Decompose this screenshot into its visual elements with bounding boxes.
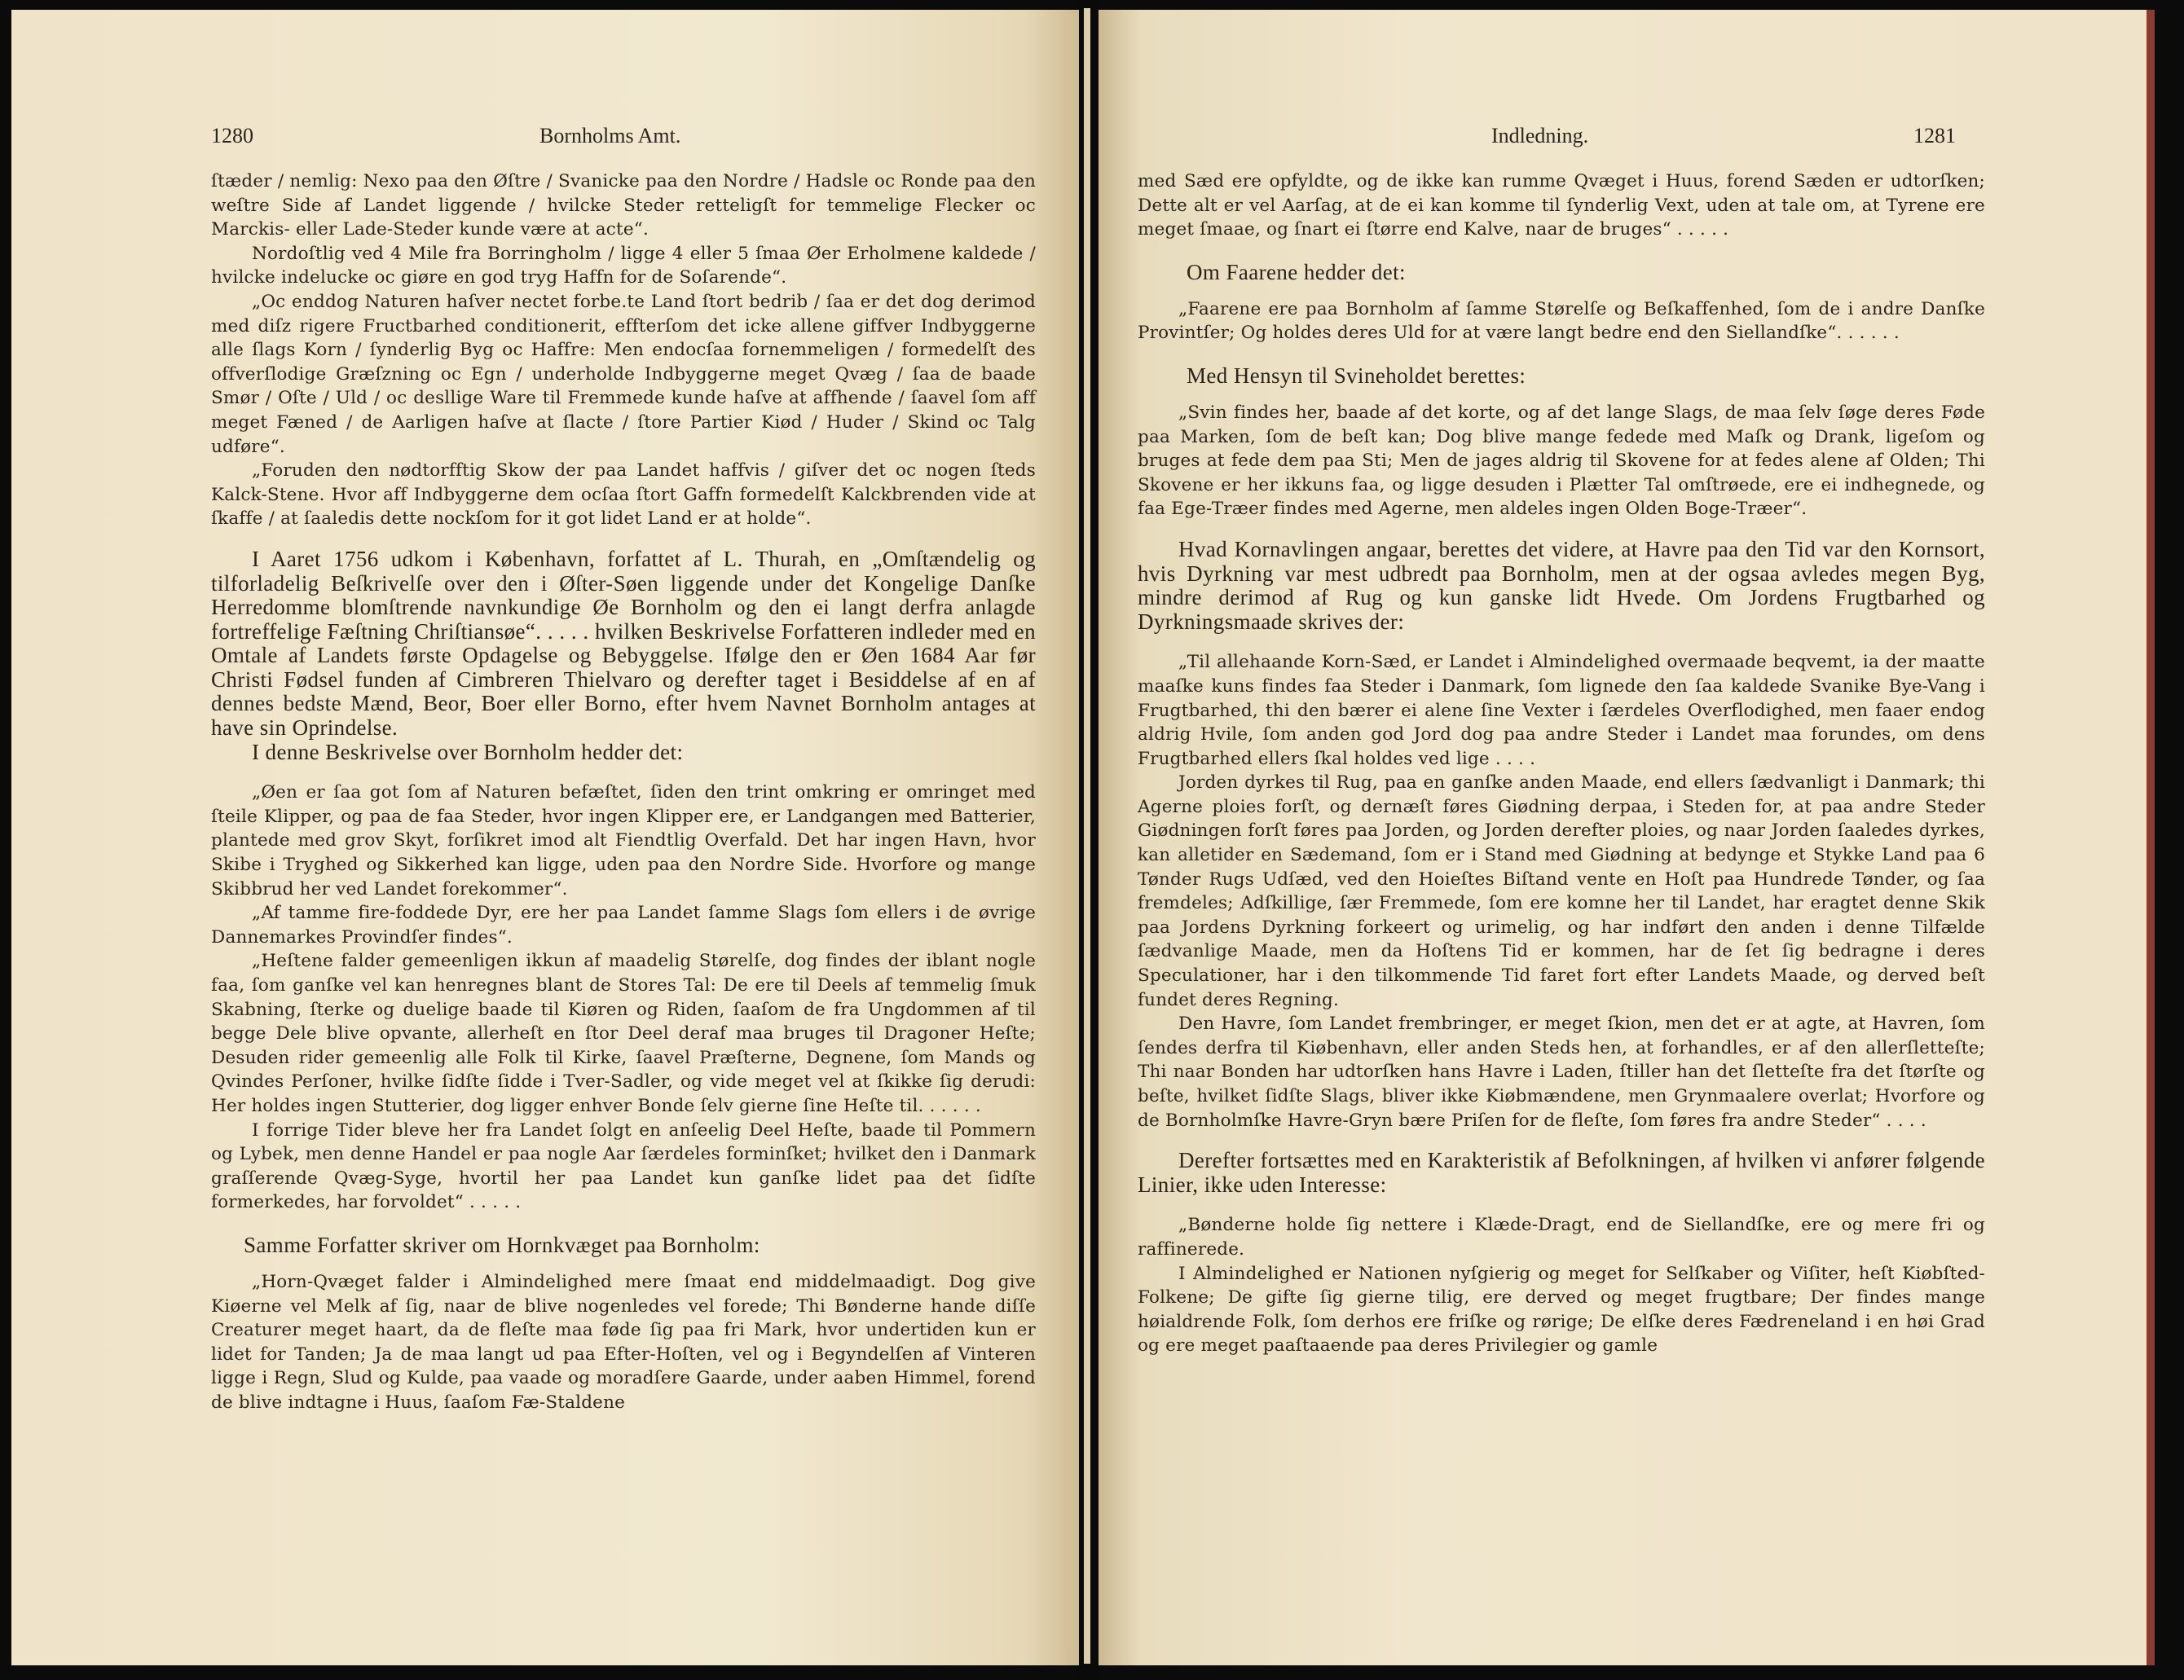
- paragraph: „Horn-Qvæget falder i Almindelighed mere ſmaat end middelmaadigt. Dog give Kiøerne vel Melk af ſig, naar de blive nogenledes vel forede; Thi Bønderne hande diſſe Creaturer meget haart, da de fleſte maa føde ſig paa fri Mark, hvor undertiden kun er lidet for Tanden; Ja de maa langt ud paa Efter-Hoſten, vel og i Begyndelſen af Vinteren ligge i Regn, Slud og Kulde, paa vaade og moradſere Gaarde, under aaben Himmel, forend de blive indtagne i Huus, ſaaſom Fæ-Staldene: [211, 1271, 1036, 1413]
- paragraph: Hvad Kornavlingen angaar, berettes det videre, at Havre paa den Tid var den Kornsort, hvis Dyrkning var mest udbredt paa Bornholm, men at der ogsaa avledes megen Byg, mindre derimod af Rug og kun ganske lidt Hvede. Om Jordens Frugtbarhed og Dyrkningsmaade skrives der:: [1138, 536, 1985, 634]
- paragraph: „Til allehaande Korn-Sæd, er Landet i Almindelighed overmaade beqvemt, ia der maatte maaſke kuns findes faa Steder i Danmark, ſom lignede den ſaa kaldede Svanike Bye-Vang i Frugtbarhed, thi den bærer ei alene ſine Vexter i ſærdeles Overflodighed, men faaer endog aldrig Hvile, ſom anden god Jord dog paa andre Steder i Landet maa forundes, om dens Frugtbarhed ellers ſkal holdes ved lige . . . .: [1138, 652, 1985, 769]
- paragraph: „Oc enddog Naturen haſver nectet forbe.te Land ſtort bedrib / ſaa er det dog derimod med diſz rigere Fructbarhed conditionerit, effterſom det icke allene giffver Indbyggerne alle ſlags Korn / ſynderlig Byg oc Haffre: Men endocſaa fornemmeligen / formedelſt des offverſlodige Græſzning oc Egn / underholde Indbyggerne meget Qvæg / ſaa de baade Smør / Oſte / Uld / oc desllige Ware til Fremmede kunde haſve at affhende / ſaavel ſom aff meget Fæned / de Aarligen haſve at ſlacte / ſtore Partier Kiød / Huder / Skind oc Talg udføre“.: [211, 291, 1036, 457]
- paragraph: „Foruden den nødtorfftig Skow der paa Landet haffvis / giſver det oc nogen ſteds Kalck-Stene. Hvor aff Indbyggerne dem ocſaa ſtort Gaffn formedelſt Kalckbrenden vide at ſkaffe / at ſaaledis dette nockſom for it got lidet Land er at holde“.: [211, 460, 1036, 530]
- paragraph: med Sæd ere opfyldte, og de ikke kan rumme Qvæget i Huus, forend Sæden er udtorſken; Dette alt er vel Aarſag, at de ei kan komme til ſynderlig Vext, uden at tale om, at Tyrene ere meget ſmaae, og ſnart ei ſtørre end Kalve, naar de bruges“ . . . . .: [1138, 171, 1985, 240]
- paragraph: I Almindelighed er Nationen nyſgierig og meget for Selſkaber og Viſiter, heſt Kiøbſted-Folkene; De gifte ſig gierne tilig, ere derved og meget frugtbare; Der findes mange høialdrende Folk, ſom derhos ere friſke og rørige; De elſke deres Fædreneland i en høi Grad og ere meget paaſtaaende paa deres Privilegier og gamle: [1138, 1263, 1985, 1357]
- right-body-text: [1138, 169, 1985, 1358]
- paragraph: I Aaret 1756 udkom i København, forfattet af L. Thurah, en „Omſtændelig og tilforladelig Beſkrivelſe over den i Øſter-Søen liggende under det Kongelige Danſke Herredomme blomſtrende navnkundige Øe Bornholm og den ei langt derfra anlagde fortreffelige Fæſtning Chriſtiansøe“. . . . . hvilken Beskrivelse Forfatteren indleder med en Omtale af Landets første Opdagelse og Bebyggelse. Ifølge den er Øen 1684 Aar før Christi Fødsel funden af Cimbreren Thielvaro og derefter taget i Besiddelse af en af dennes bedste Mænd, Beor, Boer eller Borno, efter hvem Navnet Bornholm antages at have sin Oprindelse.: [211, 546, 1036, 741]
- paragraph: Nordoſtlig ved 4 Mile fra Borringholm / ligge 4 eller 5 ſmaa Øer Erholmene kaldede / hvilcke indelucke oc giøre en god tryg Haffn for de Soſarende“.: [211, 243, 1036, 288]
- paragraph: „Øen er ſaa got ſom af Naturen befæſtet, ſiden den trint omkring er omringet med ſteile Klipper, og paa de faa Steder, hvor ingen Klipper ere, er Landgangen med Batterier, plantede med grov Skyt, forſikret imod alt Fiendtlig Overfald. Det har ingen Havn, hvor Skibe i Tryghed og Sikkerhed kan ligge, uden paa den Nordre Side. Hvorfore og mange Skibbrud her ved Landet forekommer“.: [211, 782, 1036, 899]
- paragraph: I denne Beskrivelse over Bornholm hedder det:: [252, 739, 684, 764]
- section-heading: Samme Forfatter skriver om Hornkvæget paa Bornholm:: [244, 1232, 760, 1257]
- paragraph: Derefter fortsættes med en Karakteristik af Befolkningen, af hvilken vi anfører følgende Linier, ikke uden Interesse:: [1138, 1148, 1985, 1197]
- paragraph: „Af tamme fire-foddede Dyr, ere her paa Landet ſamme Slags ſom ellers i de øvrige Dannemarkes Provindſer findes“.: [211, 903, 1036, 948]
- paragraph: „Faarene ere paa Bornholm af ſamme Størelſe og Beſkaffenhed, ſom de i andre Danſke Provintſer; Og holdes deres Uld for at være langt bedre end den Siellandſke“. . . . . .: [1138, 298, 1985, 344]
- left-body-text: [211, 169, 1036, 1415]
- page-edge: [1084, 8, 1090, 1664]
- running-head: Bornholms Amt.: [539, 124, 681, 147]
- paragraph: Den Havre, ſom Landet frembringer, er meget ſkion, men det er at agte, at Havren, ſom ſendes derfra til Kiøbenhavn, eller anden Steds hen, at forhandles, er af den allerſletteſte; Thi naar Bonden har udtorſken hans Havre i Laden, ſtiller han det ſletteſte fra det ſtørſte og beſte, hvilket ſidſte Slags, bliver ikke Kiøbmændene, men Grynmaalere overlat; Hvorfore og de Bornholmſke Havre-Gryn bære Priſen for de fleſte, ſom føres fra andre Steder“ . . . .: [1138, 1014, 1985, 1131]
- paragraph: ſtæder / nemlig: Nexo paa den Øſtre / Svanicke paa den Nordre / Hadsle oc Ronde paa den weſtre Side af Landet liggende / hvilcke Steder retteligſt for temmelige Flecker oc Marckis- eller Lade-Steder kunde være at acte“.: [211, 171, 1036, 240]
- paragraph: „Svin findes her, baade af det korte, og af det lange Slags, de maa ſelv ſøge deres Føde paa Marken, ſom de beſt kan; Dog blive mange fedede med Maſk og Drank, ligeſom og bruges at fede dem paa Sti; Men de jages aldrig til Skovene for at fedes alene af Olden; Thi Skovene er her ikkuns faa, og ligge desuden i Plætter Tal omſtrøede, ere ei indhegnede, og faa Ege-Træer findes med Agerne, men aldeles ingen Olden Boge-Træer“.: [1138, 402, 1985, 520]
- left-page: [11, 10, 1079, 1665]
- section-heading: Med Hensyn til Svineholdet berettes:: [1187, 363, 1526, 388]
- page-number: 1280: [211, 124, 253, 147]
- paragraph: „Bønderne holde ſig nettere i Klæde-Dragt, end de Siellandſke, ere og mere fri og raffinerede.: [1138, 1215, 1985, 1260]
- paragraph: I forrige Tider bleve her fra Landet ſolgt en anſeelig Deel Heſte, baade til Pommern og Lybek, men denne Handel er paa nogle Aar ſærdeles forminſket; hvilket den i Danmark graſſerende Qvæg-Syge, hvortil her paa Landet kun ganſke lidet paa det ſidſte formerkedes, har forvoldet“ . . . . .: [211, 1119, 1036, 1213]
- right-page: [1099, 10, 2155, 1665]
- paragraph: „Heſtene falder gemeenligen ikkun af maadelig Størelſe, dog findes der iblant nogle faa, ſom ganſke vel kan henregnes blant de Stores Tal: De ere til Deels af temmelig ſmuk Skabning, ſterke og duelige baade til Kiøren og Riden, ſaaſom de fra Ungdommen af til begge Dele blive opvante, allerheſt en ſtor Deel deraf maa bruges til Dragoner Heſte; Desuden rider gemeenlig alle Folk til Kirke, ſaavel Præſterne, Degnene, ſom Mands og Qvindes Perſoner, hvilke ſidſte ſidde i Tver-Sadler, og vide meget vel at ſkikke ſig derudi: Her holdes ingen Stutterier, dog ligger enhver Bonde ſelv gierne ſine Heſte til. . . . . .: [211, 951, 1036, 1116]
- page-number: 1281: [1913, 124, 1956, 147]
- section-heading: Om Faarene hedder det:: [1187, 259, 1406, 284]
- running-head: Indledning.: [1491, 124, 1589, 147]
- book-gutter: [1076, 0, 1100, 1680]
- paragraph: Jorden dyrkes til Rug, paa en ganſke anden Maade, end ellers ſædvanligt i Danmark; thi Agerne ploies forſt, og dernæſt føres Giødning derpaa, i Steden for, at paa andre Steder Giødningen forſt føres paa Jorden, og Jorden derefter ploies, og naar Jorden ſaaledes dyrkes, kan alletider en Sædemand, ſom er i Stand med Giødning at bedynge et Stykke Land paa 6 Tønder Rugs Udſæd, ved den Hoieſtes Biſtand vente en Hoſt paa Hundrede Tønder, og ſaa fremdeles; Adſkillige, ſær Fremmede, ſom ere komne her til Landet, har eragtet denne Skik paa Jordens Dyrkning forkeert og urimelig, og har indført den anden i denne Tilfælde ſædvanlige Maade, men da Hoſtens Tid er kommen, har de ſet ſig bedragne i deres Speculationer, har i den tilkommende Tid faret fort efter Landets Maade, og derved beſt fundet deres Regning.: [1138, 772, 1985, 1010]
